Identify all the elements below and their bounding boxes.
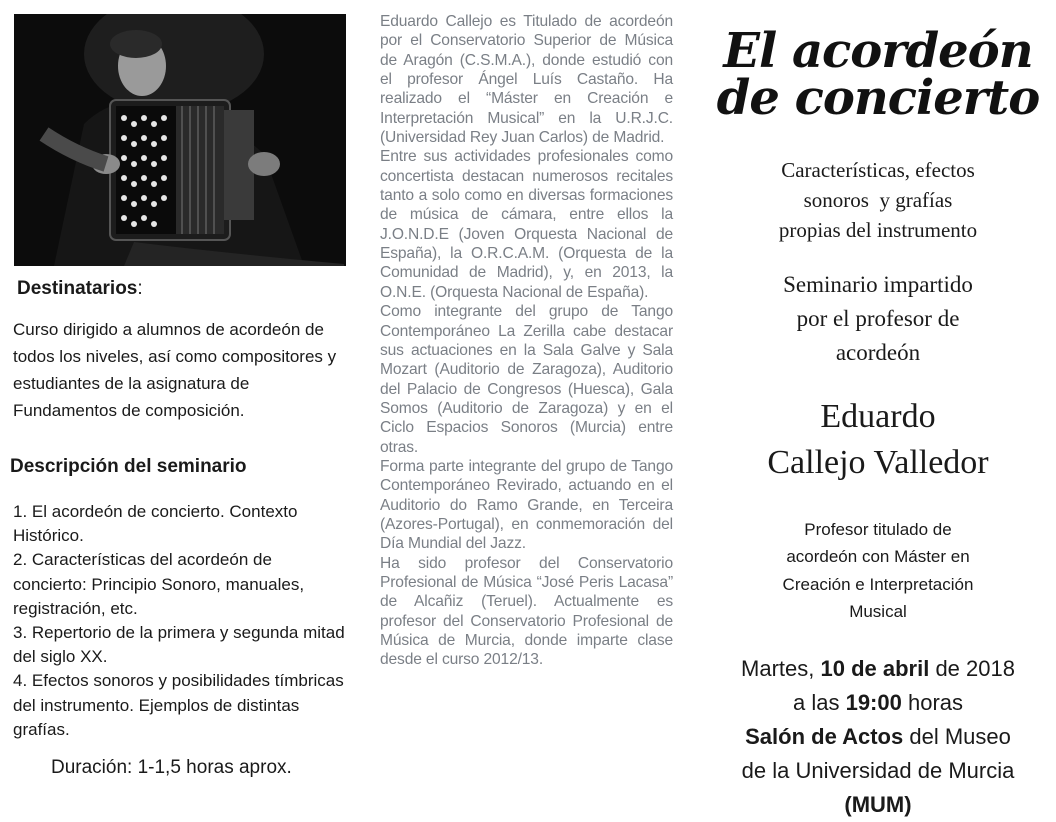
teacher-desc-line: Creación e Interpretación — [782, 574, 974, 594]
destinatarios-heading-colon: : — [137, 278, 143, 299]
event-time-bold: 19:00 — [845, 690, 902, 715]
title-line: El acordeón — [723, 23, 1033, 79]
destinatarios-heading — [17, 278, 143, 300]
title-line: de concierto — [716, 70, 1040, 126]
bio-paragraph: Entre sus actividades profesionales como concertista destacan numerosos recitales tanto a solo como en diversas formaciones de música de cámara, entre ellos la J.O.N.D.E (Joven Orquesta Nacional de España), la O.R.C.A.M. (Orquesta de la Comunidad de Madrid), y, en 2013, la O.N.E. (Orquesta Nacional de España). — [380, 148, 673, 301]
teacher-description — [712, 516, 1044, 625]
teacher-desc-line: Musical — [849, 601, 907, 621]
photo-illustration — [14, 14, 346, 266]
seminar-line: por el profesor de — [796, 306, 960, 331]
event-details — [712, 652, 1044, 822]
descripcion-list — [13, 500, 348, 742]
event-day: Martes, — [741, 656, 821, 681]
accordion-player-photo — [14, 14, 346, 266]
subtitle-line: Características, efectos — [781, 158, 975, 182]
teacher-name — [712, 394, 1044, 486]
teacher-name-line: Callejo Valledor — [767, 444, 989, 481]
event-venue-bold: Salón de Actos — [745, 724, 904, 749]
duracion-text: Duración: 1-1,5 horas aprox. — [51, 757, 292, 778]
event-acronym-bold: (MUM) — [844, 792, 912, 817]
list-item: 3. Repertorio de la primera y segunda mitad del siglo XX. — [13, 623, 345, 667]
event-date — [712, 652, 1044, 686]
seminar-info — [712, 268, 1044, 370]
seminar-line: Seminario impartido — [783, 272, 973, 297]
subtitle-line: sonoros y grafías — [803, 188, 953, 212]
seminar-line: acordeón — [835, 340, 921, 365]
list-item: 1. El acordeón de concierto. Contexto Histórico. — [13, 502, 298, 546]
destinatarios-text: Curso dirigido a alumnos de acordeón de todos los niveles, así como compositores y estudiantes de la asignatura de Fundamentos de composición. — [13, 320, 337, 420]
bio-paragraph: Ha sido profesor del Conservatorio Profesional de Música “José Peris Lacasa” de Alcañiz (Teruel). Actualmente es profesor del Conservatorio Profesional de Música de Murcia, donde imparte clase desde el curso 2012/13. — [380, 554, 673, 669]
event-venue-rest: del Museo — [903, 724, 1011, 749]
biography — [380, 12, 673, 670]
list-item: 2. Características del acordeón de concierto: Principio Sonoro, manuales, registración, etc. — [13, 550, 305, 618]
event-venue — [712, 720, 1044, 754]
descripcion-heading: Descripción del seminario — [10, 456, 247, 477]
event-at: a las — [792, 690, 846, 715]
bio-paragraph: Como integrante del grupo de Tango Contemporáneo La Zerilla cabe destacar sus actuaciones en la Sala Galve y Sala Mozart (Auditorio de Zaragoza), Auditorio del Palacio de Congresos (Huesca), Gala Somos (Auditorio de Zaragoza) y en el Ciclo Espacios Sonoros (Murcia) entre otras. — [380, 303, 673, 456]
bio-paragraph: Forma parte integrante del grupo de Tango Contemporáneo Revirado, actuando en el Auditorio do Ramo Grande, en Terceira (Azores-Portugal), en conmemoración del Día Mundial del Jazz. — [380, 457, 673, 553]
list-item: 4. Efectos sonoros y posibilidades tímbricas del instrumento. Ejemplos de distintas grafías. — [13, 671, 344, 739]
event-university: de la Universidad de Murcia — [741, 758, 1015, 783]
destinatarios-heading-label: Destinatarios — [17, 278, 138, 299]
page-title — [712, 23, 1044, 126]
event-time — [712, 686, 1044, 720]
event-date-bold: 10 de abril — [820, 656, 930, 681]
subtitle-line: propias del instrumento — [778, 218, 978, 242]
subtitle — [712, 155, 1044, 245]
teacher-name-line: Eduardo — [820, 398, 936, 435]
event-hours: horas — [901, 690, 964, 715]
bio-paragraph: Eduardo Callejo es Titulado de acordeón por el Conservatorio Superior de Música de Aragón (C.S.M.A.), donde estudió con el profesor Ángel Luís Castaño. Ha realizado el “Máster en Creación e Interpretación Musical” en la U.R.J.C. (Universidad Rey Juan Carlos) de Madrid. — [380, 13, 673, 147]
event-year: de 2018 — [929, 656, 1015, 681]
event-acronym — [712, 788, 1044, 822]
teacher-desc-line: Profesor titulado de — [804, 520, 952, 539]
teacher-desc-line: acordeón con Máster en — [786, 547, 970, 567]
